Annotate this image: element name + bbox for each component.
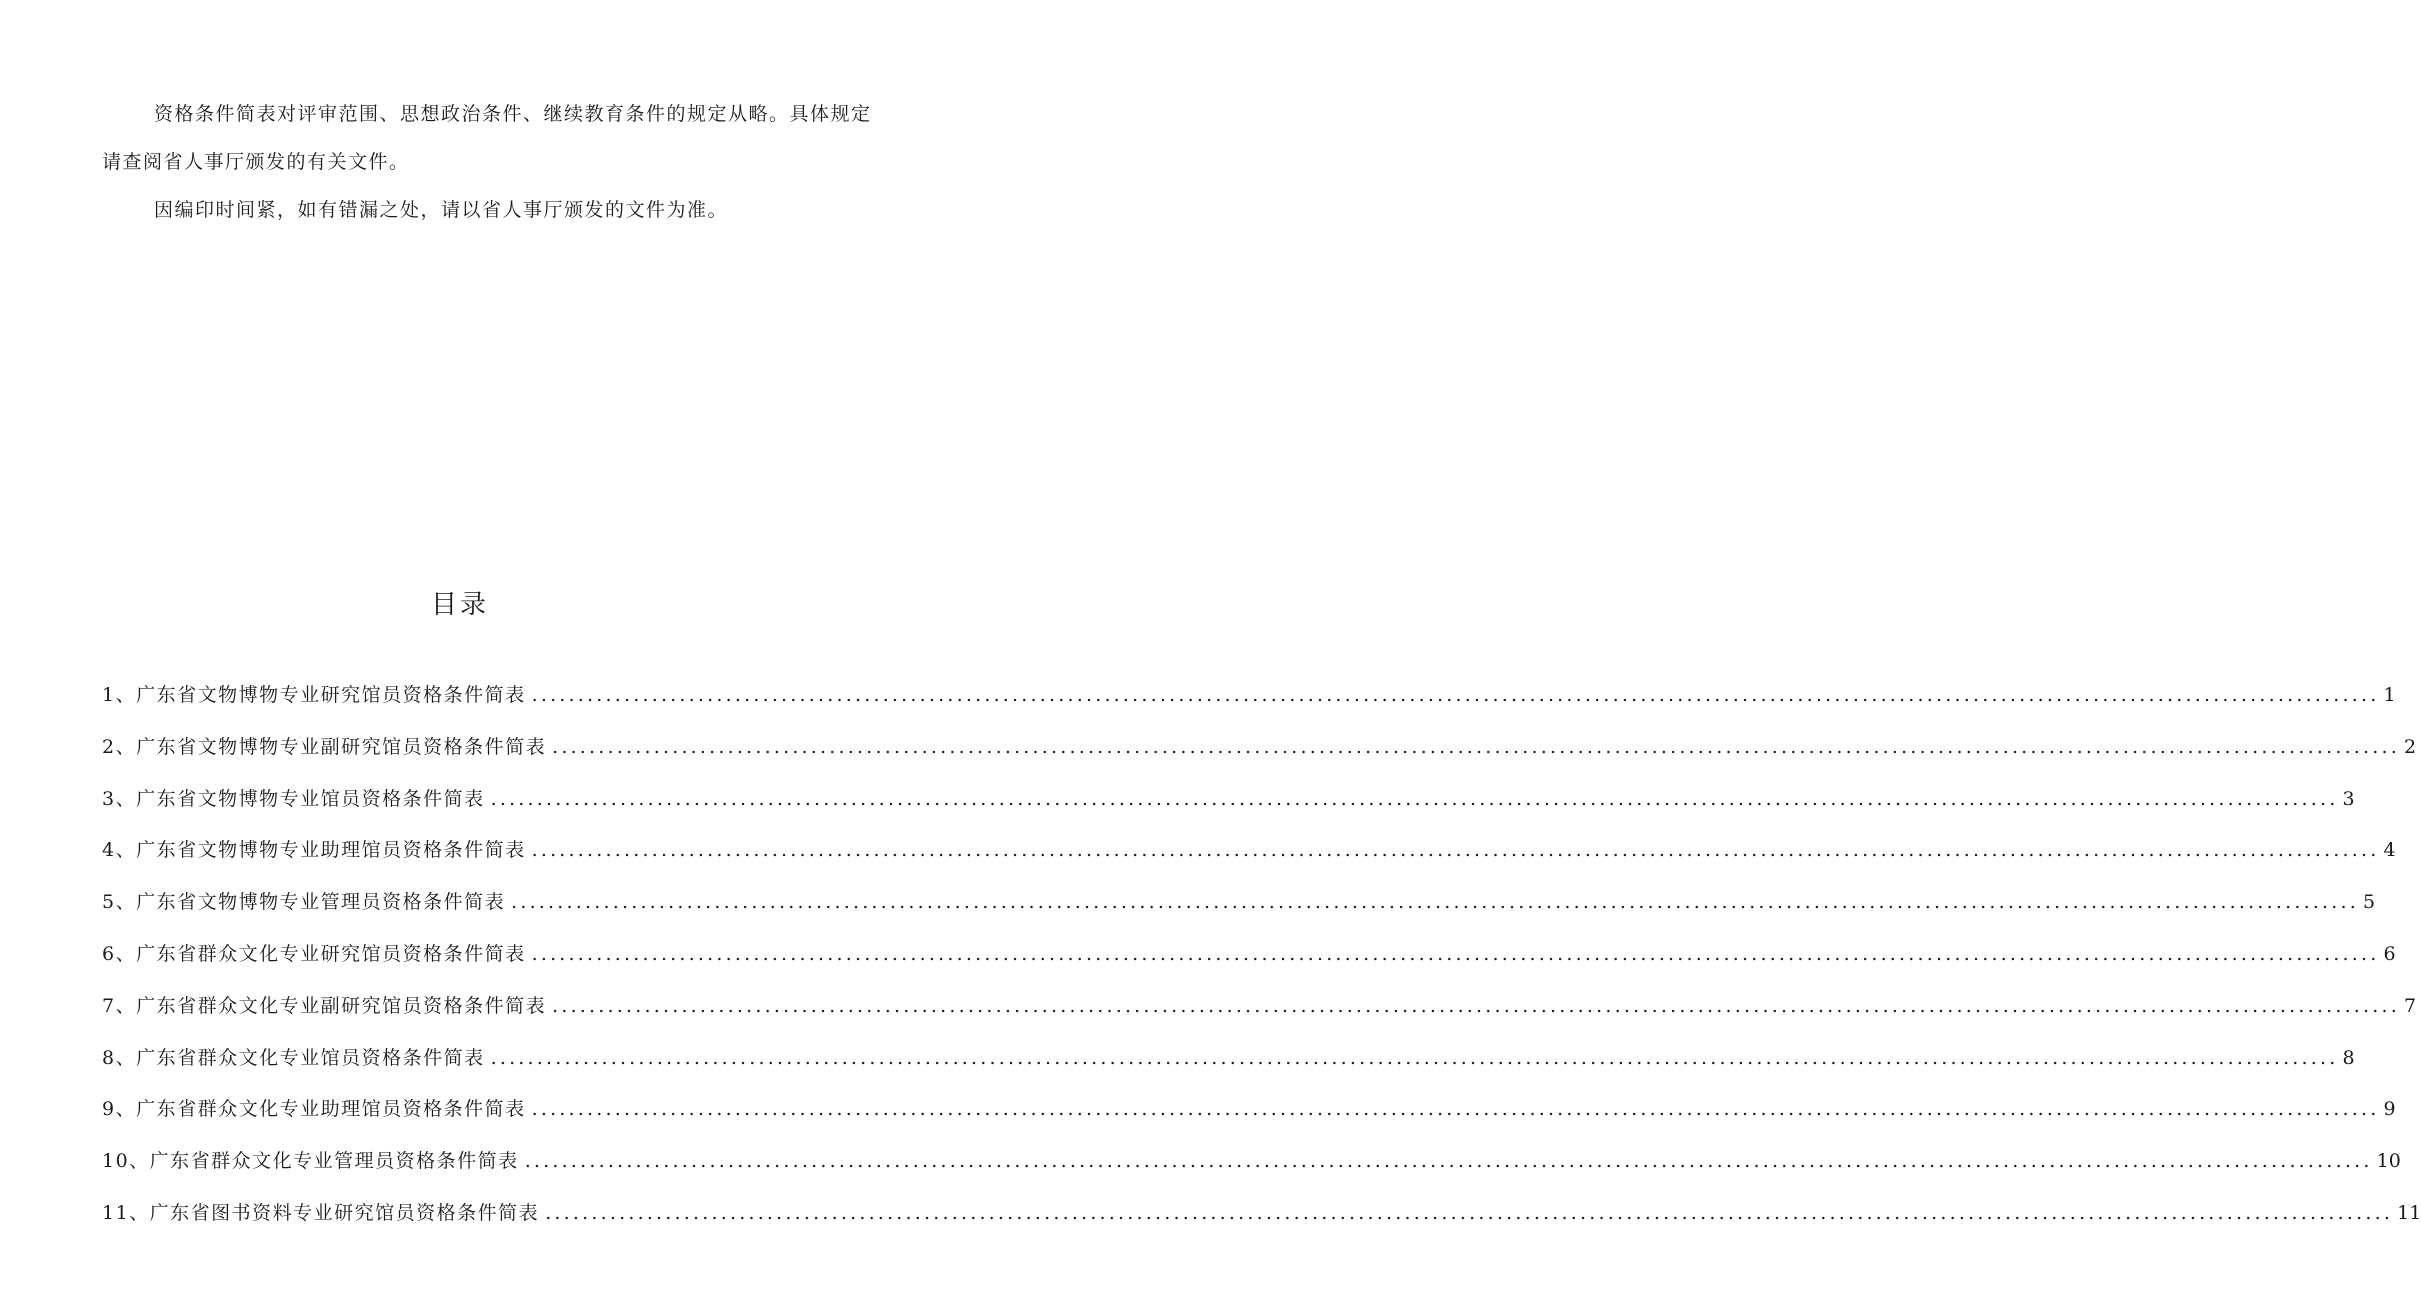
toc-entry-page: 4 — [2383, 839, 2396, 862]
toc-entry-page: 3 — [2342, 787, 2355, 810]
toc-entry-6[interactable] — [102, 939, 2396, 991]
toc-leader-dots: ........................................................................................................................................................................................................ — [552, 994, 2401, 1017]
toc-entry-page: 2 — [2404, 735, 2417, 758]
toc-entry-label: 2、广东省文物博物专业副研究馆员资格条件简表 — [102, 735, 547, 758]
toc-leader-dots: ........................................................................................................................................................................................................ — [524, 1150, 2373, 1173]
toc-leader-dots: ........................................................................................................................................................................................................ — [531, 1098, 2380, 1121]
toc-entry-3[interactable] — [102, 784, 2355, 836]
toc-entry-label: 11、广东省图书资料专业研究馆员资格条件简表 — [102, 1201, 540, 1224]
toc-entry-page: 9 — [2383, 1098, 2396, 1121]
toc-entry-page: 1 — [2383, 684, 2396, 706]
toc-entry-page: 8 — [2342, 1046, 2355, 1069]
table-of-contents — [102, 680, 2421, 1250]
toc-entry-page: 7 — [2404, 994, 2417, 1017]
toc-leader-dots: ........................................................................................................................................................................................................ — [490, 1046, 2339, 1069]
toc-entry-page: 10 — [2376, 1150, 2401, 1173]
toc-entry-label: 6、广东省群众文化专业研究馆员资格条件简表 — [102, 942, 526, 965]
toc-entry-7[interactable] — [102, 991, 2417, 1043]
toc-entry-label: 10、广东省群众文化专业管理员资格条件简表 — [102, 1150, 519, 1173]
toc-entry-label: 4、广东省文物博物专业助理馆员资格条件简表 — [102, 839, 526, 862]
toc-entry-2[interactable] — [102, 732, 2417, 784]
toc-entry-page: 11 — [2397, 1201, 2421, 1224]
toc-leader-dots: ........................................................................................................................................................................................................ — [531, 942, 2380, 965]
toc-leader-dots: ........................................................................................................................................................................................................ — [545, 1201, 2394, 1224]
toc-entry-label: 1、广东省文物博物专业研究馆员资格条件简表 — [102, 684, 526, 706]
toc-entry-label: 7、广东省群众文化专业副研究馆员资格条件简表 — [102, 994, 547, 1017]
toc-entry-1[interactable] — [102, 680, 2396, 732]
toc-leader-dots: ........................................................................................................................................................................................................ — [552, 735, 2401, 758]
toc-entry-9[interactable] — [102, 1094, 2396, 1146]
toc-entry-label: 9、广东省群众文化专业助理馆员资格条件简表 — [102, 1098, 526, 1121]
intro-paragraph-1: 资格条件简表对评审范围、思想政治条件、继续教育条件的规定从略。具体规定请查阅省人事厅颁发的有关文件。 — [102, 103, 872, 173]
toc-leader-dots: ........................................................................................................................................................................................................ — [531, 839, 2380, 862]
toc-entry-label: 5、广东省文物博物专业管理员资格条件简表 — [102, 891, 506, 914]
toc-entry-label: 3、广东省文物博物专业馆员资格条件简表 — [102, 787, 485, 810]
toc-entry-8[interactable] — [102, 1043, 2355, 1095]
toc-entry-5[interactable] — [102, 887, 2376, 939]
toc-entry-11[interactable] — [102, 1198, 2421, 1250]
toc-entry-10[interactable] — [102, 1146, 2401, 1198]
toc-leader-dots: ........................................................................................................................................................................................................ — [490, 787, 2339, 810]
toc-entry-page: 6 — [2383, 942, 2396, 965]
toc-leader-dots: ........................................................................................................................................................................................................ — [511, 891, 2360, 914]
toc-entry-label: 8、广东省群众文化专业馆员资格条件简表 — [102, 1046, 485, 1069]
toc-title: 目录 — [430, 590, 489, 620]
toc-leader-dots: ........................................................................................................................................................................................................ — [531, 684, 2380, 706]
toc-entry-page: 5 — [2363, 891, 2376, 914]
toc-entry-4[interactable] — [102, 835, 2396, 887]
intro-paragraph-2: 因编印时间紧，如有错漏之处，请以省人事厅颁发的文件为准。 — [154, 199, 729, 221]
